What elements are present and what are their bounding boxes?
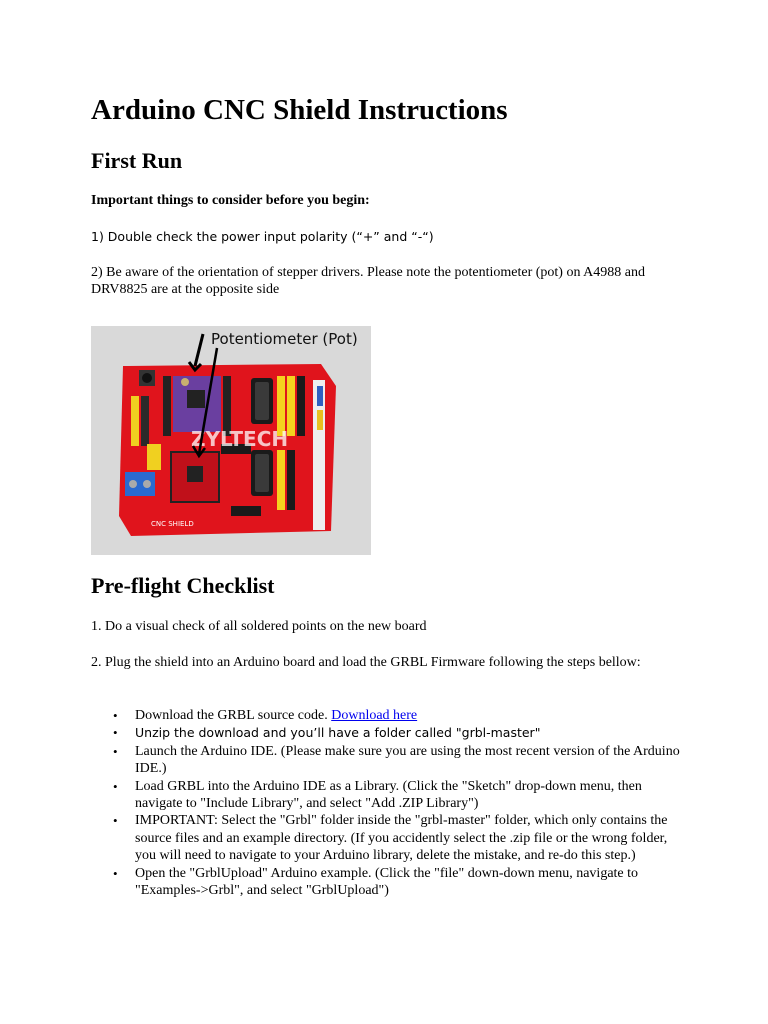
check-2: 2. Plug the shield into an Arduino board and load the GRBL Firmware following the steps bellow: <box>91 655 641 670</box>
download-link[interactable]: Download here <box>331 708 418 723</box>
important-intro: Important things to consider before you begin: <box>91 193 370 208</box>
section-heading-preflight: Pre-flight Checklist <box>91 573 275 598</box>
bullet-glyph: • <box>113 813 118 829</box>
list-item <box>91 778 691 813</box>
right-header-strip <box>313 380 325 530</box>
list-item <box>91 707 691 724</box>
list-item <box>91 743 691 778</box>
check-1: 1. Do a visual check of all soldered points on the new board <box>91 619 427 634</box>
bullet-glyph: • <box>113 725 118 741</box>
list-item-text: Unzip the download and you’ll have a folder called "grbl-master" <box>135 725 541 741</box>
bullet-glyph: • <box>113 743 118 759</box>
list-item <box>91 812 691 864</box>
bullet-glyph: • <box>113 778 118 794</box>
page-title: Arduino CNC Shield Instructions <box>91 94 508 126</box>
section-heading-first-run: First Run <box>91 148 183 173</box>
list-item <box>91 865 691 900</box>
photo-watermark: ZYLTECH <box>191 427 289 451</box>
cnc-shield-photo <box>91 326 371 555</box>
list-item-text: Load GRBL into the Arduino IDE as a Library. (Click the "Sketch" drop-down menu, then navigate to "Include Library", and select "Add .ZIP Library") <box>135 778 642 812</box>
board-label: CNC SHIELD <box>151 520 194 528</box>
list-item-text: Download the GRBL source code. <box>135 708 332 723</box>
potentiometer <box>181 378 189 386</box>
list-item <box>91 724 691 742</box>
callout-label: Potentiometer (Pot) <box>211 330 358 348</box>
step-1: 1) Double check the power input polarity (“+” and “-“) <box>91 229 434 244</box>
bullet-glyph: • <box>113 865 118 881</box>
step-2: 2) Be aware of the orientation of stepper drivers. Please note the potentiometer (pot) on A4988 and DRV8825 are at the opposite side <box>91 265 645 297</box>
list-item-text: Open the "GrblUpload" Arduino example. (Click the "file" down-down menu, navigate to "Examples->Grbl", and select "GrblUpload") <box>135 865 639 899</box>
list-item-text: Launch the Arduino IDE. (Please make sure you are using the most recent version of the Arduino IDE.) <box>135 743 680 777</box>
grbl-steps-list <box>91 707 691 899</box>
list-item-text: IMPORTANT: Select the "Grbl" folder inside the "grbl-master" folder, which only contains the source files and an example directory. (If you accidently select the .zip file or the wrong folder, you will need to navigate to your Arduino library, delete the mistake, and re-do this step.) <box>135 813 668 864</box>
bullet-glyph: • <box>113 708 118 723</box>
